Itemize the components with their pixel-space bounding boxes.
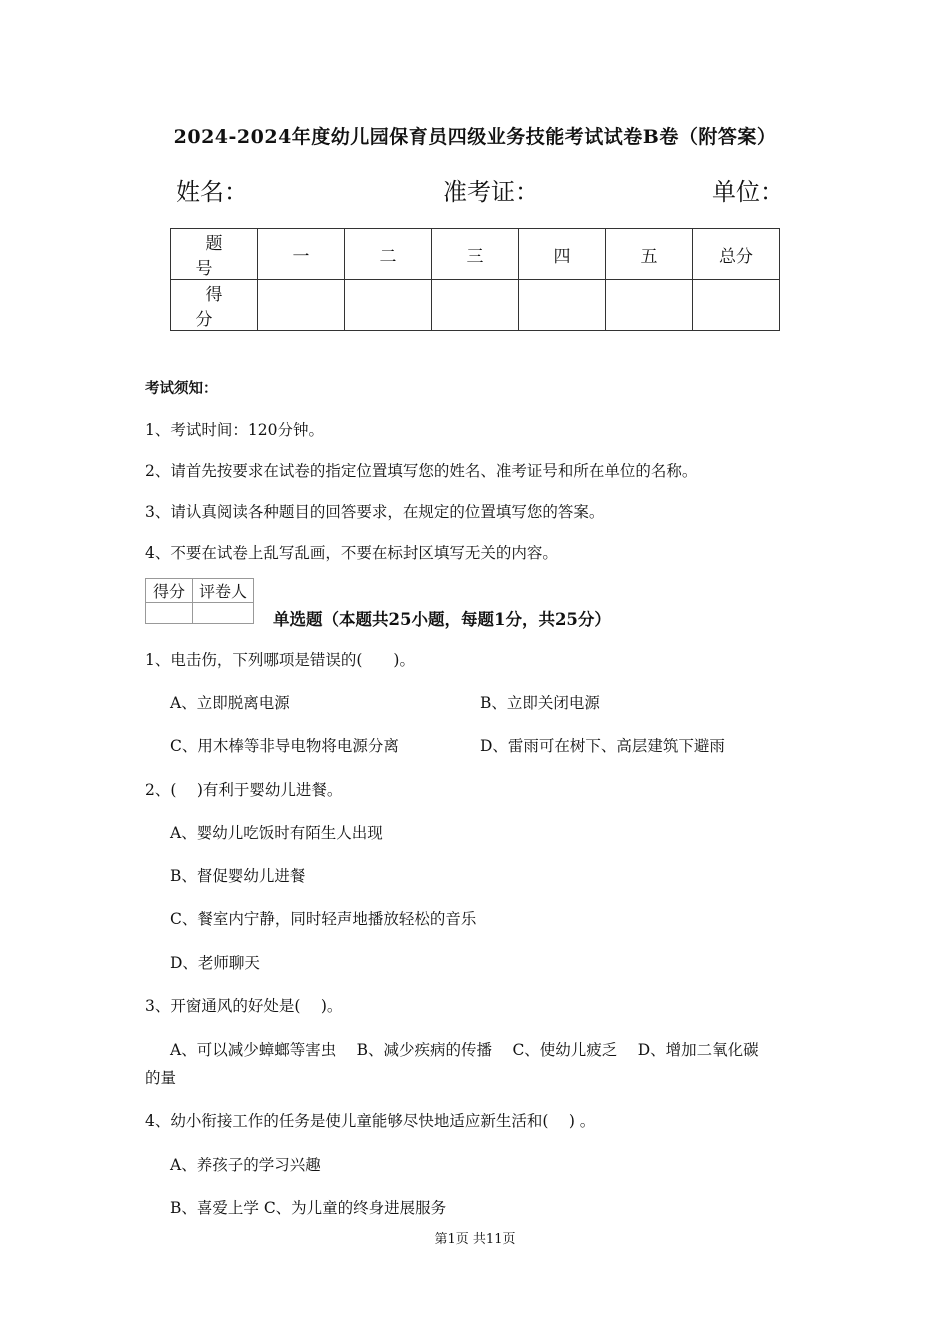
score-table <box>170 228 780 331</box>
q2-option-c: C、餐室内宁静，同时轻声地播放轻松的音乐 <box>170 910 477 928</box>
q1-option-d: D、雷雨可在树下、高层建筑下避雨 <box>480 737 725 755</box>
grader-score-label: 得分 <box>146 579 193 603</box>
q2-option-a: A、婴幼儿吃饭时有陌生人出现 <box>170 824 383 842</box>
score-cell-4[interactable] <box>519 280 606 331</box>
score-row-label: 得 分 <box>171 280 258 331</box>
grader-table <box>145 578 254 624</box>
q3-stem: 3、开窗通风的好处是( )。 <box>145 997 343 1015</box>
q2-stem: 2、( )有利于婴幼儿进餐。 <box>145 781 343 799</box>
exam-id-label: 准考证： <box>443 178 539 206</box>
score-cell-2[interactable] <box>345 280 432 331</box>
section-title: 单选题（本题共25小题，每题1分，共25分） <box>273 610 611 629</box>
page-footer: 第1页 共11页 <box>434 1232 516 1247</box>
score-table-header-row <box>171 229 780 280</box>
document-title: 2024-2024年度幼儿园保育员四级业务技能考试试卷B卷（附答案） <box>173 126 777 148</box>
score-cell-3[interactable] <box>432 280 519 331</box>
q3-options: A、可以减少蟑螂等害虫 B、减少疾病的传播 C、使幼儿疲乏 D、增加二氧化碳 <box>170 1041 759 1059</box>
q1-stem: 1、电击伤，下列哪项是错误的( )。 <box>145 651 415 669</box>
header-section-1: 一 <box>258 229 345 280</box>
notice-item-4: 4、不要在试卷上乱写乱画，不要在标封区填写无关的内容。 <box>145 544 558 562</box>
header-question-number: 题 号 <box>171 229 258 280</box>
q4-stem: 4、幼小衔接工作的任务是使儿童能够尽快地适应新生活和( ) 。 <box>145 1112 596 1130</box>
score-table-score-row <box>171 280 780 331</box>
header-section-2: 二 <box>345 229 432 280</box>
q4-option-bc: B、喜爱上学 C、为儿童的终身进展服务 <box>170 1199 447 1217</box>
q1-option-c: C、用木棒等非导电物将电源分离 <box>170 737 399 755</box>
header-total: 总分 <box>693 229 780 280</box>
header-section-3: 三 <box>432 229 519 280</box>
q4-option-a: A、养孩子的学习兴趣 <box>170 1156 321 1174</box>
grader-reviewer-cell[interactable] <box>193 603 254 624</box>
header-section-4: 四 <box>519 229 606 280</box>
q2-option-d: D、老师聊天 <box>170 954 260 972</box>
q2-option-b: B、督促婴幼儿进餐 <box>170 867 306 885</box>
header-section-5: 五 <box>606 229 693 280</box>
notice-item-3: 3、请认真阅读各种题目的回答要求，在规定的位置填写您的答案。 <box>145 503 605 521</box>
score-cell-total[interactable] <box>693 280 780 331</box>
q1-option-a: A、立即脱离电源 <box>170 694 290 712</box>
q1-option-b: B、立即关闭电源 <box>480 694 600 712</box>
name-label: 姓名： <box>176 178 248 206</box>
grader-reviewer-label: 评卷人 <box>193 579 254 603</box>
score-cell-1[interactable] <box>258 280 345 331</box>
notice-heading: 考试须知： <box>145 380 218 397</box>
grader-score-cell[interactable] <box>146 603 193 624</box>
notice-item-2: 2、请首先按要求在试卷的指定位置填写您的姓名、准考证号和所在单位的名称。 <box>145 462 698 480</box>
score-cell-5[interactable] <box>606 280 693 331</box>
notice-item-1: 1、考试时间：120分钟。 <box>145 421 324 439</box>
q3-options-continued: 的量 <box>145 1069 177 1087</box>
unit-label: 单位： <box>712 178 784 206</box>
